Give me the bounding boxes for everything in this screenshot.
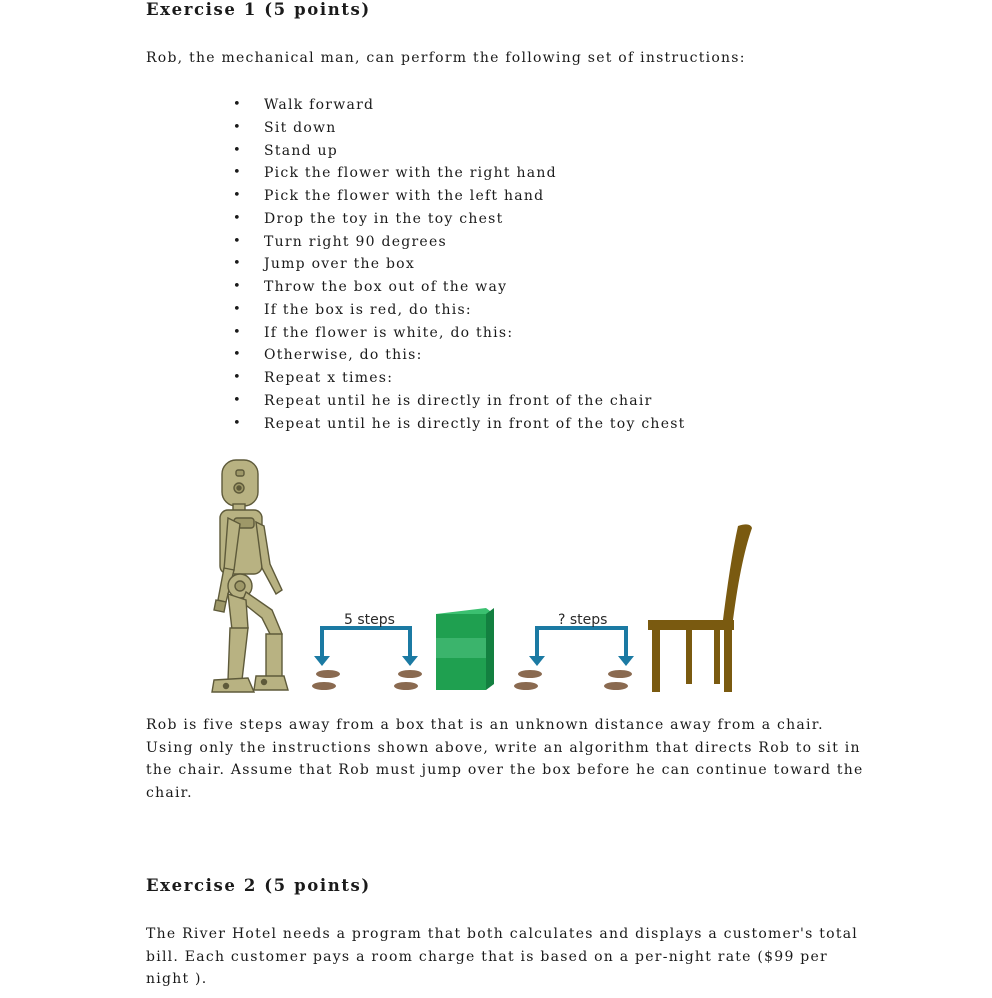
footprint-icon <box>312 670 422 690</box>
list-item-text: Walk forward <box>264 97 375 113</box>
instruction-list <box>228 94 686 435</box>
right-steps-arrowhead-right <box>618 656 634 666</box>
list-item <box>228 162 686 185</box>
list-item <box>228 299 686 322</box>
list-item-text: Repeat until he is directly in front of the toy chest <box>264 415 686 432</box>
list-item <box>228 390 686 413</box>
bullet-icon: • <box>233 370 242 385</box>
bullet-icon: • <box>233 301 242 317</box>
box-icon <box>436 608 494 690</box>
exercise-2-text: The River Hotel needs a program that both calculates and displays a customer's total bill. Each customer pays a room charge that is based on a per-night rate ($99 per night ). <box>146 926 859 988</box>
list-item-text: Sit down <box>264 119 337 136</box>
list-item-text: If the flower is white, do this: <box>264 324 514 341</box>
bullet-icon: • <box>233 324 242 340</box>
list-item <box>228 231 686 254</box>
bullet-icon: • <box>233 279 242 294</box>
robot-illustration <box>200 452 780 702</box>
exercise-1-heading: Exercise 1 (5 points) <box>146 0 371 19</box>
bullet-icon: • <box>233 233 242 249</box>
left-steps-arrowhead-left <box>314 656 330 666</box>
list-item <box>228 117 686 140</box>
list-item <box>228 413 686 436</box>
robot-icon <box>212 460 288 692</box>
list-item-text: Repeat x times: <box>264 370 394 386</box>
bullet-icon: • <box>233 165 242 181</box>
exercise-1-description: Rob is five steps away from a box that is an unknown distance away from a chair. Using only the instructions shown above, write an algorithm that directs Rob to sit in the chair. Assume that Rob must jump over the box before he can continue toward the chair. <box>146 717 864 802</box>
list-item-text: Pick the flower with the left hand <box>264 188 545 204</box>
list-item-text: Throw the box out of the way <box>264 279 508 295</box>
list-item <box>228 367 686 390</box>
list-item-text: Jump over the box <box>264 256 415 273</box>
list-item <box>228 140 686 163</box>
bullet-icon: • <box>233 97 242 112</box>
bullet-icon: • <box>233 210 242 226</box>
list-item-text: Otherwise, do this: <box>264 347 423 364</box>
list-item <box>228 344 686 367</box>
left-steps-arrowhead-right <box>402 656 418 666</box>
bullet-icon: • <box>233 119 242 135</box>
bullet-icon: • <box>233 188 242 203</box>
bullet-icon: • <box>233 392 242 408</box>
list-item-text: Turn right 90 degrees <box>264 233 447 250</box>
list-item-text: Pick the flower with the right hand <box>264 165 557 182</box>
exercise-1-intro: Rob, the mechanical man, can perform the following set of instructions: <box>146 50 746 66</box>
list-item <box>228 322 686 345</box>
list-item-text: Stand up <box>264 142 338 159</box>
list-item <box>228 276 686 299</box>
footprint-icon <box>514 670 632 690</box>
list-item-text: Drop the toy in the toy chest <box>264 210 504 227</box>
bullet-icon: • <box>233 415 242 431</box>
list-item <box>228 185 686 208</box>
list-item-text: Repeat until he is directly in front of the chair <box>264 392 653 409</box>
left-steps-arrow <box>322 628 410 662</box>
robot-scene <box>200 452 780 702</box>
right-steps-arrow <box>537 628 626 662</box>
bullet-icon: • <box>233 256 242 272</box>
list-item <box>228 94 686 117</box>
bullet-icon: • <box>233 142 242 158</box>
exercise-2-heading: Exercise 2 (5 points) <box>146 876 371 895</box>
list-item-text: If the box is red, do this: <box>264 301 472 318</box>
left-steps-label: 5 steps <box>344 612 395 628</box>
chair-icon <box>648 524 752 692</box>
bullet-icon: • <box>233 347 242 363</box>
right-steps-label: ? steps <box>558 612 608 628</box>
list-item <box>228 253 686 276</box>
list-item <box>228 208 686 231</box>
right-steps-arrowhead-left <box>529 656 545 666</box>
